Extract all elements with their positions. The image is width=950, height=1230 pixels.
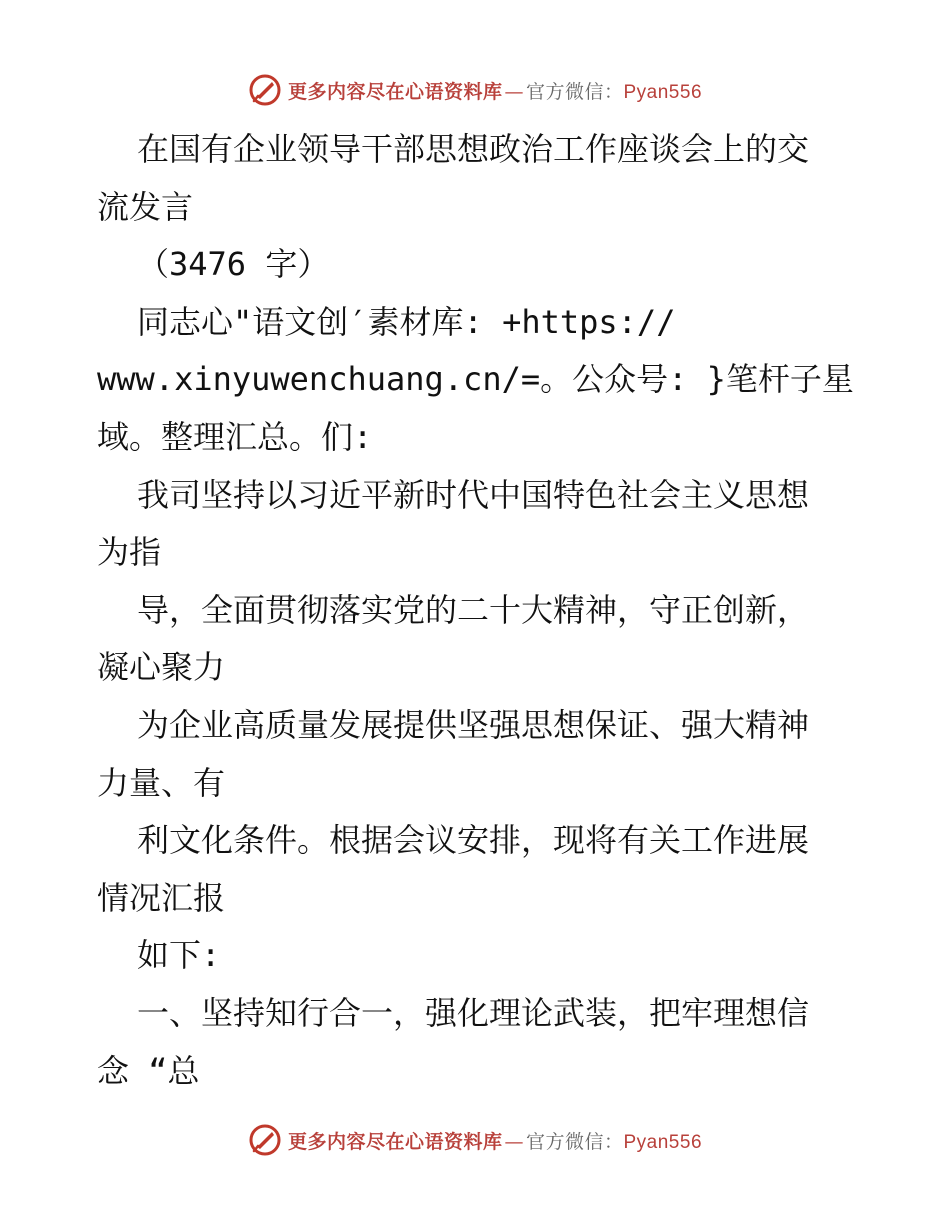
header-wechat-label: 官方微信： [525, 80, 624, 103]
footer-wechat-id: Pyan556 [623, 1131, 703, 1153]
page-header-watermark [0, 70, 950, 110]
quill-logo-icon [248, 73, 282, 107]
paragraph-line-4: 凝心聚力 [97, 648, 226, 687]
paragraph-line-8: 情况汇报 [97, 878, 226, 917]
paragraph-line-3: 导，全面贯彻落实党的二十大精神，守正创新， [137, 590, 810, 629]
title-line-1: 在国有企业领导干部思想政治工作座谈会上的交 [137, 130, 810, 168]
document-body [97, 121, 867, 1100]
page-footer-watermark [0, 1120, 950, 1160]
title-line-2: 流发言 [97, 187, 194, 226]
word-count-line: （3476 字） [137, 245, 330, 284]
footer-wechat-label: 官方微信： [525, 1130, 624, 1153]
header-dash: — [504, 80, 524, 103]
quill-logo-icon [248, 1123, 282, 1157]
footer-dash: — [504, 1130, 524, 1153]
footer-brand: 更多内容尽在心语资料库 [287, 1130, 503, 1153]
section-heading-line-1: 一、坚持知行合一，强化理论武装，把牢理想信 [137, 993, 810, 1032]
source-line-1: 同志心"语文创′素材库: +https:// [137, 302, 676, 341]
footer-line [288, 1127, 702, 1154]
paragraph-line-7: 利文化条件。根据会议安排，现将有关工作进展 [137, 821, 810, 860]
paragraph-line-9: 如下: [137, 936, 221, 975]
header-wechat-id: Pyan556 [623, 81, 703, 103]
source-line-2: www.xinyuwenchuang.cn/=。公众号: }笔杆子星 [97, 360, 854, 399]
header-brand: 更多内容尽在心语资料库 [287, 80, 503, 103]
paragraph-line-2: 为指 [97, 533, 162, 572]
header-line [288, 77, 702, 104]
paragraph-line-1: 我司坚持以习近平新时代中国特色社会主义思想 [137, 475, 810, 514]
paragraph-line-6: 力量、有 [97, 763, 226, 802]
section-heading-line-2: 念 “总 [97, 1051, 200, 1090]
paragraph-line-5: 为企业高质量发展提供坚强思想保证、强大精神 [137, 705, 810, 744]
source-line-3: 域。整理汇总。们: [97, 417, 373, 456]
